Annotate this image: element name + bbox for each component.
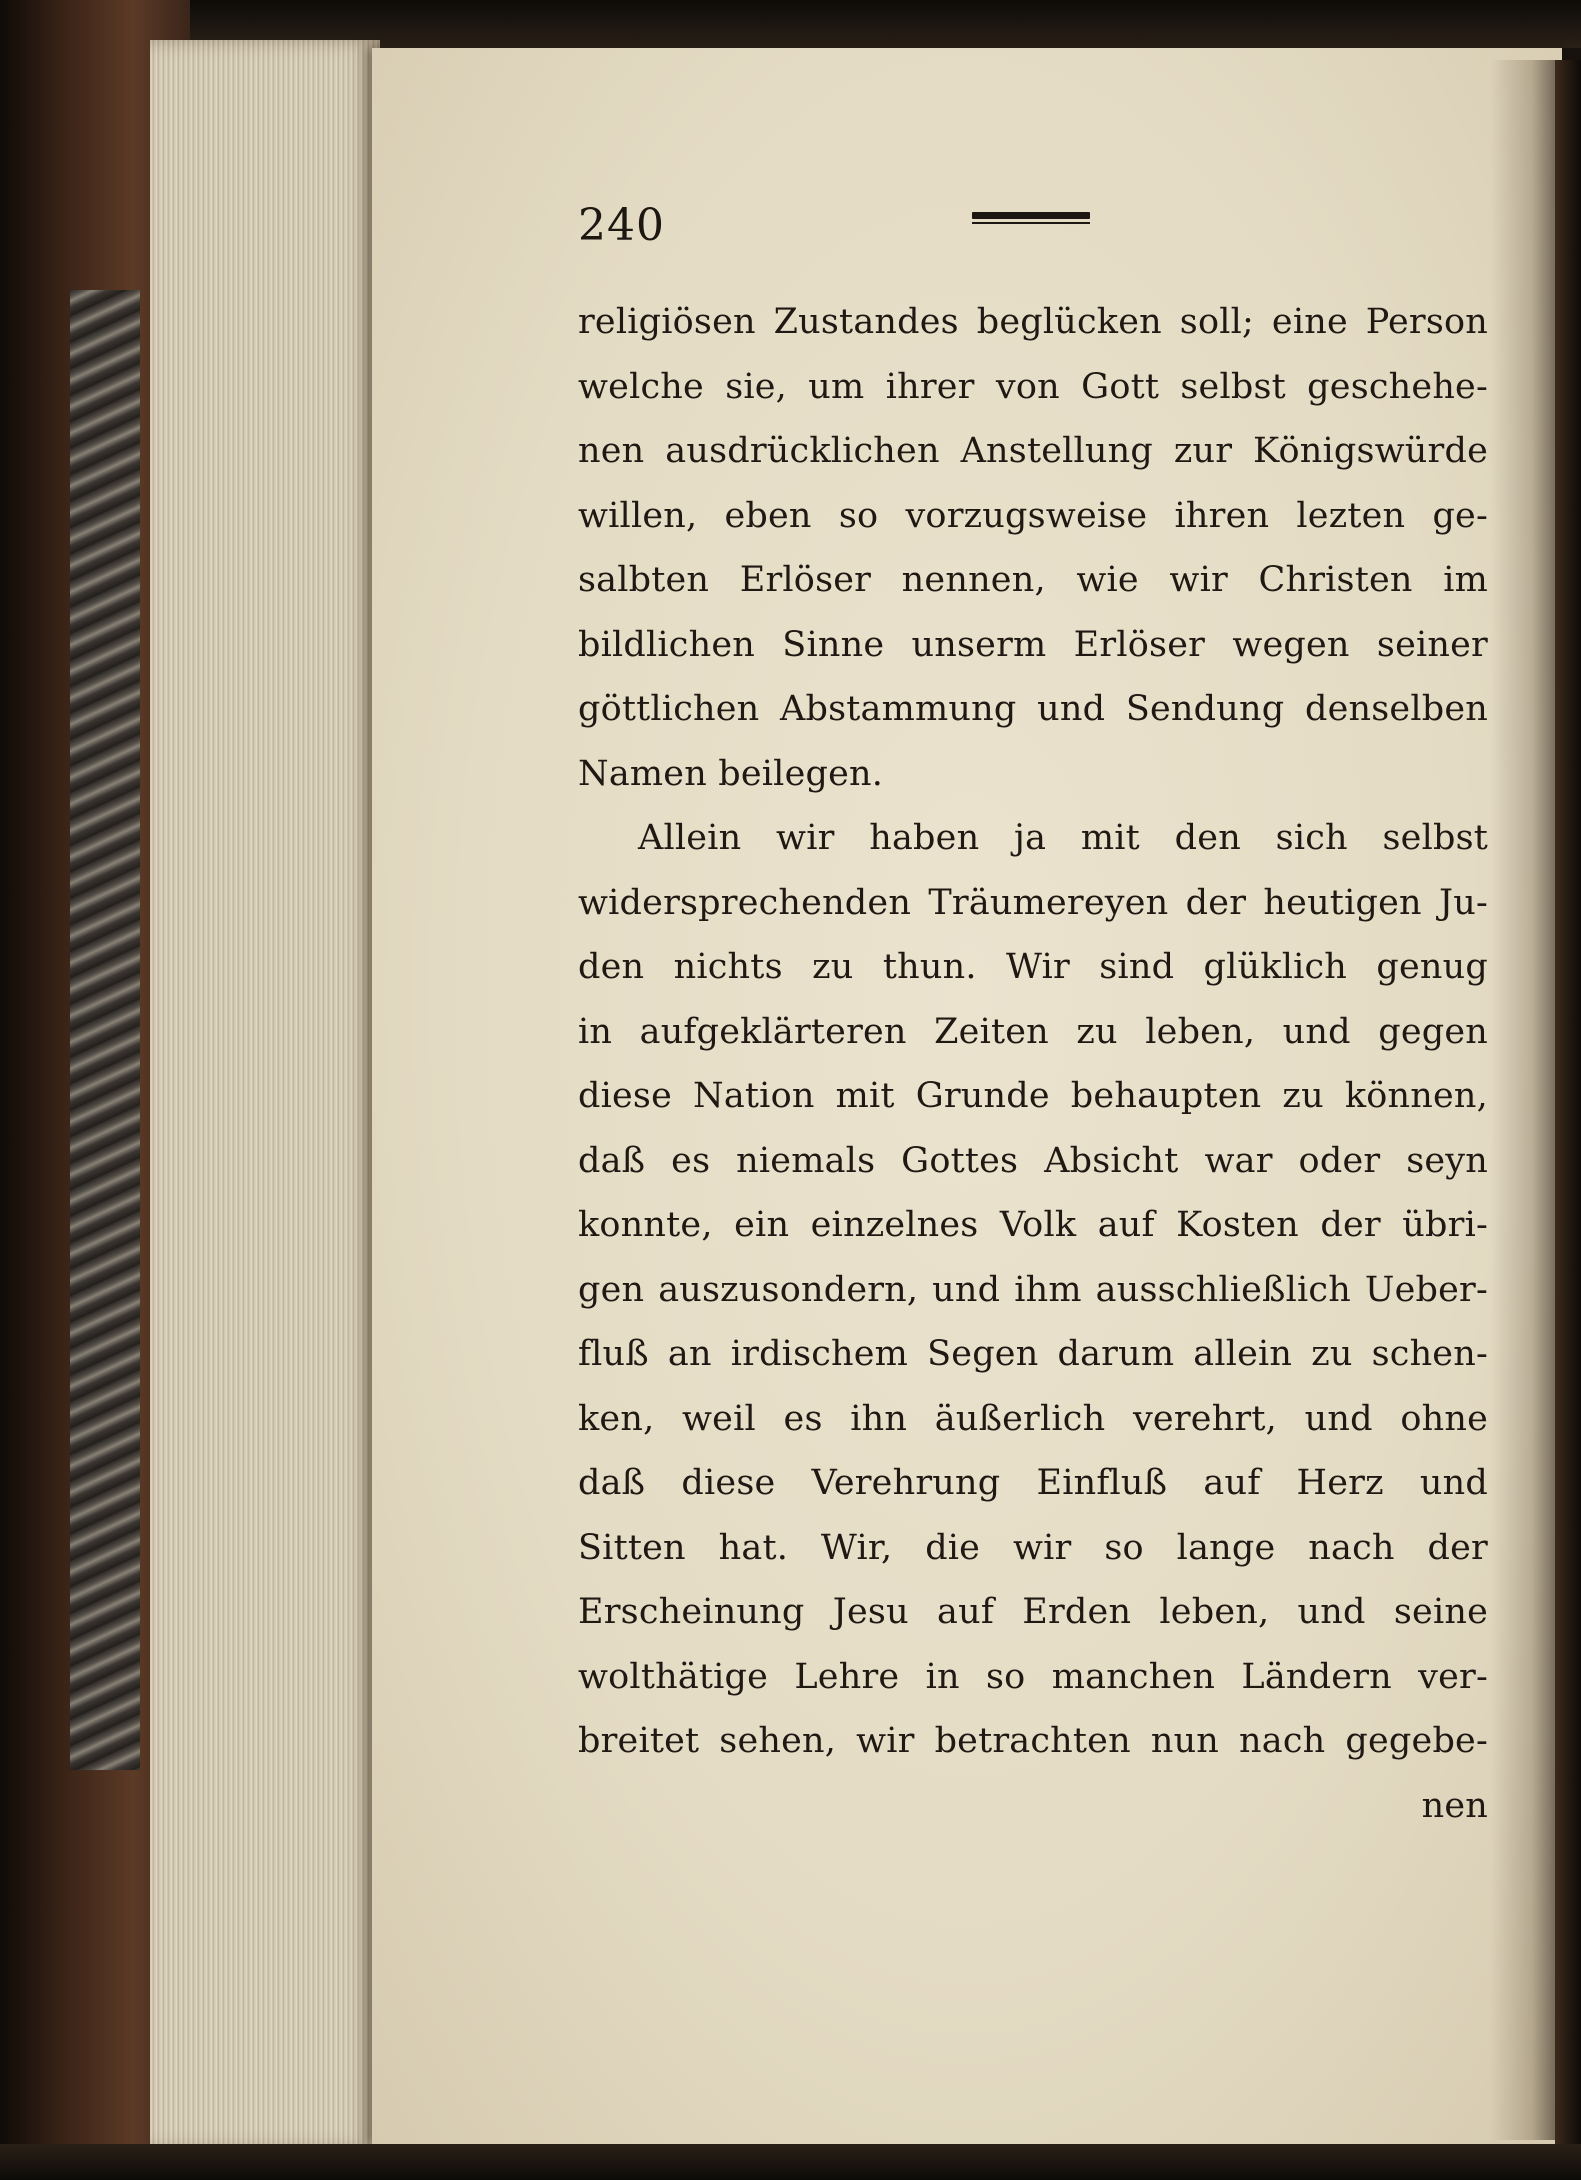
text-line: religiösen Zustandes beglücken soll; eine Person xyxy=(578,302,1488,342)
book-cover-right xyxy=(1555,60,1581,2180)
text-line: wolthätige Lehre in so manchen Ländern ver- xyxy=(578,1656,1488,1697)
text-line: konnte, ein einzelnes Volk auf Kosten der übri- xyxy=(578,1205,1488,1245)
text-line: diese Nation mit Grunde behaupten zu können, xyxy=(578,1076,1488,1116)
text-line: salbten Erlöser nennen, wie wir Christen im xyxy=(578,560,1488,600)
text-line: Erscheinung Jesu auf Erden leben, und seine xyxy=(578,1592,1488,1632)
text-line: gen auszusondern, und ihm ausschließlich Ueber- xyxy=(578,1269,1488,1310)
text-line: Sitten hat. Wir, die wir so lange nach der xyxy=(578,1527,1488,1568)
text-line: göttlichen Abstammung und Sendung denselben xyxy=(578,689,1488,729)
text-line: in aufgeklärteren Zeiten zu leben, und gegen xyxy=(578,1011,1488,1052)
text-line: ken, weil es ihn äußerlich verehrt, und ohne xyxy=(578,1398,1488,1439)
text-line: breitet sehen, wir betrachten nun nach gegebe- xyxy=(578,1721,1488,1761)
text-line: nen ausdrücklichen Anstellung zur Königswürde xyxy=(578,431,1488,471)
text-line: daß diese Verehrung Einfluß auf Herz und xyxy=(578,1463,1488,1503)
header-rule xyxy=(972,212,1090,219)
text-line: willen, eben so vorzugsweise ihren lezten ge- xyxy=(578,495,1488,536)
marbled-endpaper xyxy=(70,290,140,1770)
page-number: 240 xyxy=(578,200,665,251)
text-line: bildlichen Sinne unserm Erlöser wegen seiner xyxy=(578,624,1488,665)
catchword: nen xyxy=(1421,1785,1488,1826)
text-line: welche sie, um ihrer von Gott selbst geschehe- xyxy=(578,366,1488,407)
text-line: den nichts zu thun. Wir sind glüklich genug xyxy=(578,947,1488,987)
text-line: fluß an irdischem Segen darum allein zu schen- xyxy=(578,1334,1488,1374)
body-text xyxy=(578,290,1488,1838)
book-cover-bottom xyxy=(0,2144,1581,2180)
text-line: Allein wir haben ja mit den sich selbst xyxy=(638,818,1488,858)
page-gutter xyxy=(1490,60,1560,2140)
text-line: Namen beilegen. xyxy=(578,753,884,794)
page-edges xyxy=(150,40,380,2150)
text-line: daß es niemals Gottes Absicht war oder seyn xyxy=(578,1140,1488,1181)
text-line: widersprechenden Träumereyen der heutigen Ju- xyxy=(578,882,1488,923)
